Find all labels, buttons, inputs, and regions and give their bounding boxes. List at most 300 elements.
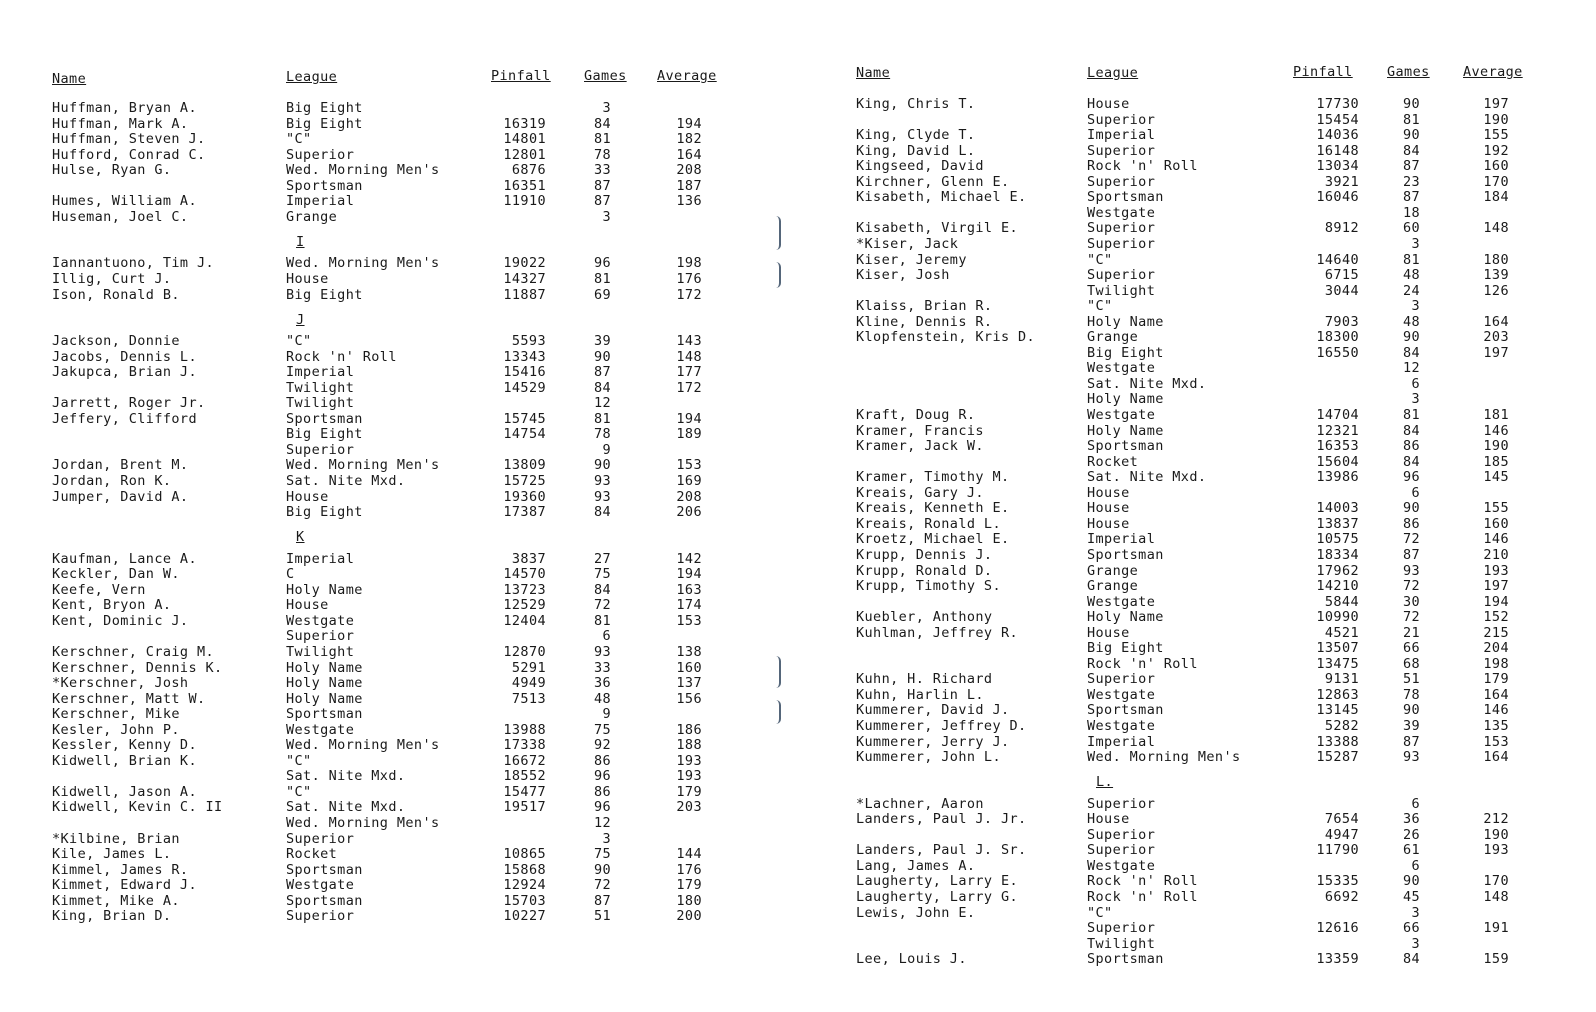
league-name: Imperial xyxy=(286,193,355,210)
bowler-name: Jeffery, Clifford xyxy=(52,410,197,427)
games-value: 86 xyxy=(593,752,611,769)
league-name: Westgate xyxy=(286,877,355,894)
league-name: Wed. Morning Men's xyxy=(286,255,440,272)
league-name: Westgate xyxy=(1087,857,1156,874)
bowler-name: Ison, Ronald B. xyxy=(52,286,180,303)
games-value: 6 xyxy=(602,628,611,645)
bowler-row xyxy=(0,380,790,396)
average-value: 180 xyxy=(676,892,702,909)
bowler-name: *Lachner, Aaron xyxy=(856,795,984,812)
games-value: 87 xyxy=(1402,546,1420,563)
games-value: 36 xyxy=(1402,811,1420,828)
league-name: House xyxy=(286,597,329,614)
bowler-row xyxy=(790,858,1596,874)
pinfall-value: 15335 xyxy=(1316,873,1359,890)
bowler-row xyxy=(790,127,1596,143)
pinfall-value: 15868 xyxy=(503,861,546,878)
bowler-name: Hulse, Ryan G. xyxy=(52,162,172,179)
bowler-name: Jackson, Donnie xyxy=(52,333,180,350)
average-value: 181 xyxy=(1483,407,1509,423)
average-value: 156 xyxy=(676,690,702,707)
bowler-name: Kuhn, Harlin L. xyxy=(856,686,984,703)
games-value: 3 xyxy=(1411,391,1420,408)
league-name: "C" xyxy=(1087,251,1113,268)
average-value: 193 xyxy=(676,752,702,769)
average-value: 176 xyxy=(676,861,702,878)
games-value: 87 xyxy=(1402,733,1420,750)
bowler-row xyxy=(790,609,1596,625)
average-value: 197 xyxy=(1483,344,1509,361)
league-name: Westgate xyxy=(1087,686,1156,703)
bowler-row xyxy=(790,267,1596,283)
bowler-row xyxy=(0,799,790,815)
average-value: 186 xyxy=(676,721,702,738)
league-name: "C" xyxy=(286,783,312,800)
average-value: 197 xyxy=(1483,96,1509,112)
bowler-row xyxy=(790,811,1596,827)
league-name: Sportsman xyxy=(1087,438,1164,455)
bowler-row xyxy=(790,796,1596,812)
games-value: 3 xyxy=(602,830,611,847)
pinfall-value: 14801 xyxy=(503,131,546,148)
games-value: 48 xyxy=(1402,267,1420,284)
league-name: Superior xyxy=(1087,220,1156,237)
games-value: 90 xyxy=(593,348,611,365)
games-value: 78 xyxy=(593,146,611,163)
average-value: 194 xyxy=(676,410,702,427)
header-average: Average xyxy=(657,68,717,84)
average-value: 146 xyxy=(1483,531,1509,548)
bowler-name: Kimmet, Edward J. xyxy=(52,877,197,894)
pinfall-value: 13359 xyxy=(1316,951,1359,968)
league-name: House xyxy=(1087,811,1130,828)
section-letter: I xyxy=(296,233,305,250)
games-value: 6 xyxy=(1411,375,1420,392)
bowler-row xyxy=(0,271,790,287)
average-value: 194 xyxy=(1483,593,1509,610)
binding-mark xyxy=(776,262,781,288)
games-value: 72 xyxy=(1402,609,1420,626)
pinfall-value: 11790 xyxy=(1316,842,1359,859)
games-value: 33 xyxy=(593,659,611,676)
bowler-row xyxy=(790,329,1596,345)
header-league: League xyxy=(286,69,338,85)
bowler-row xyxy=(790,438,1596,454)
pinfall-value: 12616 xyxy=(1316,920,1359,937)
pinfall-value: 18300 xyxy=(1316,329,1359,346)
games-value: 3 xyxy=(602,208,611,225)
games-value: 72 xyxy=(593,877,611,894)
league-name: Big Eight xyxy=(286,426,363,443)
average-value: 148 xyxy=(1483,888,1509,905)
league-name: Sportsman xyxy=(286,706,363,723)
league-name: Wed. Morning Men's xyxy=(1087,749,1241,766)
games-value: 93 xyxy=(593,473,611,489)
bowler-name: Kraft, Doug R. xyxy=(856,407,976,423)
pinfall-value: 16148 xyxy=(1316,142,1359,159)
average-value: 180 xyxy=(1483,251,1509,268)
bowler-name: Kidwell, Brian K. xyxy=(52,752,197,769)
league-name: Sportsman xyxy=(1087,546,1164,563)
bowler-name: Lee, Louis J. xyxy=(856,951,967,968)
left-page xyxy=(0,0,790,1012)
pinfall-value: 16351 xyxy=(503,177,546,194)
bowler-name: *Kiser, Jack xyxy=(856,235,959,252)
header-name: Name xyxy=(856,65,891,81)
bowler-row xyxy=(790,112,1596,128)
league-name: "C" xyxy=(286,131,312,148)
bowler-row xyxy=(0,162,790,178)
pinfall-value: 13988 xyxy=(503,721,546,738)
average-value: 135 xyxy=(1483,718,1509,734)
bowler-row xyxy=(0,116,790,132)
bowler-name: Huseman, Joel C. xyxy=(52,208,189,225)
average-value: 184 xyxy=(1483,189,1509,206)
league-name: Superior xyxy=(286,830,355,847)
average-value: 137 xyxy=(676,675,702,692)
bowler-name: Laugherty, Larry G. xyxy=(856,888,1019,905)
bowler-row xyxy=(0,660,790,676)
league-name: Westgate xyxy=(286,612,355,629)
bowler-name: Krupp, Dennis J. xyxy=(856,546,993,563)
league-name: Sat. Nite Mxd. xyxy=(286,799,406,816)
average-value: 179 xyxy=(1483,671,1509,688)
games-value: 23 xyxy=(1402,173,1420,190)
league-name: Holy Name xyxy=(1087,313,1164,330)
league-name: Sat. Nite Mxd. xyxy=(286,768,406,785)
games-value: 3 xyxy=(1411,904,1420,921)
league-name: Wed. Morning Men's xyxy=(286,457,440,474)
pinfall-value: 17730 xyxy=(1316,96,1359,112)
bowler-row xyxy=(790,563,1596,579)
pinfall-value: 19360 xyxy=(503,488,546,505)
bowler-name: Lang, James A. xyxy=(856,857,976,874)
league-name: Twilight xyxy=(286,643,355,660)
average-value: 200 xyxy=(676,908,702,925)
average-value: 170 xyxy=(1483,173,1509,190)
pinfall-value: 15454 xyxy=(1316,111,1359,128)
bowler-name: Kramer, Jack W. xyxy=(856,438,984,455)
games-value: 61 xyxy=(1402,842,1420,859)
bowler-name: Kiser, Josh xyxy=(856,267,950,284)
league-name: "C" xyxy=(1087,298,1113,315)
league-name: Rock 'n' Roll xyxy=(1087,873,1198,890)
league-name: Westgate xyxy=(1087,593,1156,610)
league-name: Wed. Morning Men's xyxy=(286,737,440,754)
average-value: 198 xyxy=(1483,655,1509,672)
average-value: 215 xyxy=(1483,624,1509,641)
games-value: 81 xyxy=(593,410,611,427)
bowler-name: Kroetz, Michael E. xyxy=(856,531,1010,548)
league-name: Sportsman xyxy=(286,892,363,909)
bowler-row xyxy=(0,349,790,365)
league-name: Holy Name xyxy=(1087,391,1164,408)
bowler-name: Kesler, John P. xyxy=(52,721,180,738)
average-value: 174 xyxy=(676,597,702,614)
games-value: 81 xyxy=(593,131,611,148)
league-name: Rock 'n' Roll xyxy=(286,348,397,365)
bowler-name: Kidwell, Jason A. xyxy=(52,783,197,800)
bowler-name: Jumper, David A. xyxy=(52,488,189,505)
pinfall-value: 18552 xyxy=(503,768,546,785)
games-value: 12 xyxy=(593,815,611,831)
bowler-row xyxy=(0,628,790,644)
average-value: 126 xyxy=(1483,282,1509,299)
bowler-name: Kirchner, Glenn E. xyxy=(856,173,1010,190)
average-value: 172 xyxy=(676,379,702,396)
average-value: 176 xyxy=(676,270,702,287)
average-value: 194 xyxy=(676,566,702,583)
bowler-row xyxy=(0,457,790,473)
bowler-name: Huffman, Steven J. xyxy=(52,131,206,148)
league-name: Sportsman xyxy=(286,861,363,878)
league-name: Westgate xyxy=(286,721,355,738)
bowler-name: Kummerer, Jerry J. xyxy=(856,733,1010,750)
pinfall-value: 15604 xyxy=(1316,453,1359,470)
league-name: Sat. Nite Mxd. xyxy=(1087,469,1207,486)
league-name: Grange xyxy=(1087,329,1139,346)
games-value: 81 xyxy=(593,612,611,629)
pinfall-value: 5291 xyxy=(511,659,546,676)
games-value: 48 xyxy=(593,690,611,707)
average-value: 182 xyxy=(676,131,702,148)
bowler-name: Kuhn, H. Richard xyxy=(856,671,993,688)
bowler-row xyxy=(0,675,790,691)
bowler-name: Kent, Dominic J. xyxy=(52,612,189,629)
games-value: 72 xyxy=(593,597,611,614)
pinfall-value: 12863 xyxy=(1316,686,1359,703)
bowler-row xyxy=(0,831,790,847)
average-value: 138 xyxy=(676,643,702,660)
league-name: House xyxy=(286,488,329,505)
games-value: 26 xyxy=(1402,826,1420,843)
bowler-name: Jordan, Brent M. xyxy=(52,457,189,474)
bowler-name: Landers, Paul J. Sr. xyxy=(856,842,1027,859)
bowler-row xyxy=(790,594,1596,610)
average-value: 204 xyxy=(1483,640,1509,657)
pinfall-value: 6876 xyxy=(511,162,546,179)
average-value: 145 xyxy=(1483,469,1509,486)
games-value: 45 xyxy=(1402,888,1420,905)
games-value: 66 xyxy=(1402,920,1420,937)
pinfall-value: 13837 xyxy=(1316,515,1359,532)
pinfall-value: 19022 xyxy=(503,255,546,272)
league-name: Superior xyxy=(286,628,355,645)
average-value: 189 xyxy=(676,426,702,443)
league-name: Grange xyxy=(286,208,338,225)
bowler-name: Kile, James L. xyxy=(52,846,172,863)
pinfall-value: 14529 xyxy=(503,379,546,396)
bowler-name: Krupp, Timothy S. xyxy=(856,578,1001,595)
average-value: 164 xyxy=(1483,749,1509,766)
binding-mark xyxy=(776,700,781,724)
games-value: 86 xyxy=(1402,515,1420,532)
section-letter: J xyxy=(296,311,305,328)
games-value: 6 xyxy=(1411,795,1420,812)
games-value: 60 xyxy=(1402,220,1420,237)
bowler-name: Kummerer, Jeffrey D. xyxy=(856,718,1027,734)
average-value: 143 xyxy=(676,333,702,350)
league-name: House xyxy=(286,270,329,287)
bowler-name: Iannantuono, Tim J. xyxy=(52,255,215,272)
pinfall-value: 16550 xyxy=(1316,344,1359,361)
bowler-row xyxy=(790,718,1596,734)
bowler-row xyxy=(0,426,790,442)
average-value: 160 xyxy=(1483,158,1509,175)
games-value: 84 xyxy=(593,379,611,396)
bowler-row xyxy=(790,454,1596,470)
bowler-name: Kuhlman, Jeffrey R. xyxy=(856,624,1019,641)
bowler-name: Kerschner, Dennis K. xyxy=(52,659,223,676)
bowler-row xyxy=(0,613,790,629)
games-value: 9 xyxy=(602,441,611,458)
games-value: 3 xyxy=(1411,235,1420,252)
league-name: "C" xyxy=(1087,904,1113,921)
league-name: Imperial xyxy=(1087,531,1156,548)
bowler-row xyxy=(0,722,790,738)
bowler-name: Kerschner, Craig M. xyxy=(52,643,215,660)
pinfall-value: 19517 xyxy=(503,799,546,816)
bowler-row xyxy=(0,504,790,520)
pinfall-value: 3044 xyxy=(1324,282,1359,299)
average-value: 146 xyxy=(1483,422,1509,439)
pinfall-value: 8912 xyxy=(1324,220,1359,237)
bowler-name: Laugherty, Larry E. xyxy=(856,873,1019,890)
pinfall-value: 14003 xyxy=(1316,500,1359,517)
games-value: 90 xyxy=(1402,500,1420,517)
bowler-name: Hufford, Conrad C. xyxy=(52,146,206,163)
bowler-name: Lewis, John E. xyxy=(856,904,976,921)
pinfall-value: 15477 xyxy=(503,783,546,800)
league-name: Sat. Nite Mxd. xyxy=(286,473,406,489)
games-value: 84 xyxy=(1402,951,1420,968)
average-value: 193 xyxy=(1483,842,1509,859)
pinfall-value: 6692 xyxy=(1324,888,1359,905)
pinfall-value: 13507 xyxy=(1316,640,1359,657)
bowler-row xyxy=(0,893,790,909)
average-value: 172 xyxy=(676,286,702,303)
league-name: Rock 'n' Roll xyxy=(1087,158,1198,175)
pinfall-value: 15725 xyxy=(503,473,546,489)
section-letter: K xyxy=(296,529,305,546)
bowler-name: Kerschner, Mike xyxy=(52,706,180,723)
games-value: 87 xyxy=(593,193,611,210)
bowler-row xyxy=(0,597,790,613)
bowler-name: Kidwell, Kevin C. II xyxy=(52,799,223,816)
bowler-row xyxy=(790,842,1596,858)
games-value: 96 xyxy=(593,799,611,816)
pinfall-value: 12870 xyxy=(503,643,546,660)
bowler-row xyxy=(790,376,1596,392)
bowler-row xyxy=(790,423,1596,439)
bowler-row xyxy=(0,131,790,147)
bowler-name: Kuebler, Anthony xyxy=(856,609,993,626)
pinfall-value: 5282 xyxy=(1324,718,1359,734)
pinfall-value: 16672 xyxy=(503,752,546,769)
league-name: Holy Name xyxy=(286,675,363,692)
bowler-row xyxy=(0,566,790,582)
right-page xyxy=(790,0,1596,1012)
pinfall-value: 15416 xyxy=(503,364,546,381)
average-value: 153 xyxy=(676,457,702,474)
games-value: 93 xyxy=(1402,562,1420,579)
bowler-row xyxy=(0,255,790,271)
pinfall-value: 13145 xyxy=(1316,702,1359,719)
games-value: 87 xyxy=(593,364,611,381)
games-value: 96 xyxy=(1402,469,1420,486)
average-value: 177 xyxy=(676,364,702,381)
header-games: Games xyxy=(1387,64,1430,80)
bowler-name: Jakupca, Brian J. xyxy=(52,364,197,381)
league-name: Superior xyxy=(1087,920,1156,937)
league-name: Twilight xyxy=(286,379,355,396)
average-value: 155 xyxy=(1483,500,1509,517)
games-value: 84 xyxy=(593,115,611,132)
bowler-row xyxy=(0,846,790,862)
games-value: 84 xyxy=(593,581,611,598)
games-value: 84 xyxy=(1402,422,1420,439)
header-pinfall: Pinfall xyxy=(491,68,551,84)
bowler-row xyxy=(790,345,1596,361)
average-value: 155 xyxy=(1483,127,1509,144)
pinfall-value: 13809 xyxy=(503,457,546,474)
league-name: Superior xyxy=(1087,235,1156,252)
bowler-row xyxy=(0,209,790,225)
pinfall-value: 10990 xyxy=(1316,609,1359,626)
games-value: 93 xyxy=(593,643,611,660)
league-name: Twilight xyxy=(286,395,355,412)
pinfall-value: 5844 xyxy=(1324,593,1359,610)
bowler-row xyxy=(0,706,790,722)
average-value: 185 xyxy=(1483,453,1509,470)
bowler-row xyxy=(790,220,1596,236)
games-value: 66 xyxy=(1402,640,1420,657)
league-name: Superior xyxy=(1087,795,1156,812)
league-name: Sportsman xyxy=(1087,951,1164,968)
pinfall-value: 16353 xyxy=(1316,438,1359,455)
bowler-name: Kaufman, Lance A. xyxy=(52,550,197,567)
average-value: 148 xyxy=(676,348,702,365)
league-name: Superior xyxy=(1087,111,1156,128)
bowler-row xyxy=(790,298,1596,314)
pinfall-value: 18334 xyxy=(1316,546,1359,563)
games-value: 96 xyxy=(593,768,611,785)
bowler-row xyxy=(0,100,790,116)
games-value: 90 xyxy=(1402,329,1420,346)
league-name: Rock 'n' Roll xyxy=(1087,655,1198,672)
games-value: 24 xyxy=(1402,282,1420,299)
bowler-name: Kisabeth, Michael E. xyxy=(856,189,1027,206)
bowler-name: Jarrett, Roger Jr. xyxy=(52,395,206,412)
bowler-row xyxy=(790,236,1596,252)
games-value: 87 xyxy=(1402,189,1420,206)
bowler-row xyxy=(790,671,1596,687)
average-value: 203 xyxy=(676,799,702,816)
games-value: 81 xyxy=(1402,407,1420,423)
pinfall-value: 12924 xyxy=(503,877,546,894)
bowler-name: Kreais, Gary J. xyxy=(856,484,984,501)
bowler-name: Kent, Bryon A. xyxy=(52,597,172,614)
games-value: 18 xyxy=(1402,204,1420,221)
pinfall-value: 15287 xyxy=(1316,749,1359,766)
header-games: Games xyxy=(584,68,627,84)
league-name: Big Eight xyxy=(286,286,363,303)
bowler-name: King, David L. xyxy=(856,142,976,159)
bowler-row xyxy=(790,734,1596,750)
average-value: 163 xyxy=(676,581,702,598)
league-name: Superior xyxy=(1087,142,1156,159)
games-value: 12 xyxy=(1402,360,1420,377)
